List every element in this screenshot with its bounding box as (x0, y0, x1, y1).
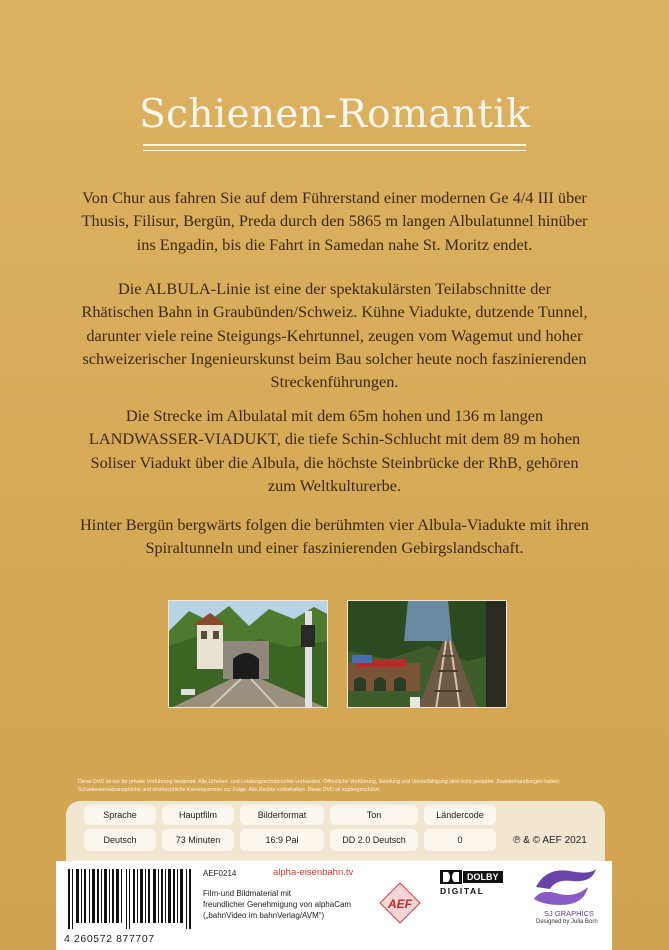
film-credits (203, 888, 373, 921)
header-bilderformat: Bilderformat (240, 805, 324, 825)
dolby-digital-label: DIGITAL (440, 886, 485, 896)
legal-notice: Diese DVD ist nur für private Vorführung bestimmt. Alle Urheber- und Leistungsschutzrechte vorhanden. Öffentliche Vorführung, Sendung und Vervielfältigung sind nicht gestattet. Zuwiderhandlungen haben Schadensersatzansprüche und strafrechtliche Konsequenzen zur Folge. Alle Rechte vorbehalten. Diese DVD ist kopiergeschützt. (78, 779, 560, 793)
sj-graphics-logo-icon (526, 865, 604, 909)
title-underline (143, 144, 526, 146)
aef-logo-icon (378, 881, 422, 925)
description-paragraph-4: Hinter Bergün bergwärts folgen die berühmten vier Albula-Viadukte mit ihren Spiraltunneln und einer faszinierenden Gebirgslandschaft. (80, 515, 589, 558)
credits-line-1: Film-und Bildmaterial mit (203, 889, 292, 898)
header-sprache: Sprache (84, 805, 156, 825)
description-paragraph-3: Die Strecke im Albulatal mit dem 65m hohen und 136 m langen LANDWASSER-VIADUKT, die tiefe Schin-Schlucht mit dem 89 m hohen Soliser Viadukt über die Albula, die höchste Steinbrücke der RhB, gehören zum Weltkulturerbe. (88, 406, 581, 495)
value-laendercode: 0 (424, 829, 496, 851)
viaduct-photo (347, 600, 507, 708)
publisher-footer (56, 861, 612, 950)
aef-logo-text: AEF (388, 897, 412, 911)
description-paragraph-2: Die ALBULA-Linie ist eine der spektakulärsten Teilabschnitte der Rhätischen Bahn in Graubünden/Schweiz. Kühne Viadukte, dutzende Tunnel, darunter viele reine Steigungs-Kehrtunnel, zeugen vom Wagemut und hoher schweizerischer Ingenieurskunst beim Bau solcher heute noch faszinierenden Streckenführungen. (81, 279, 588, 392)
sj-graphics-name: SJ GRAPHICS (544, 909, 595, 918)
credits-line-2: freundlicher Genehmigung von alphaCam (203, 900, 352, 909)
value-bilderformat: 16:9 Pal (240, 829, 324, 851)
value-ton: DD 2.0 Deutsch (330, 829, 418, 851)
barcode-number: 4 260572 877707 (64, 933, 155, 945)
technical-info-table (66, 801, 605, 861)
value-hauptfilm: 73 Minuten (162, 829, 234, 851)
header-laendercode: Ländercode (424, 805, 496, 825)
header-ton: Ton (330, 805, 418, 825)
website-link[interactable]: alpha-eisenbahn.tv (273, 867, 354, 878)
barcode-icon (66, 869, 194, 929)
description-paragraph-1: Von Chur aus fahren Sie auf dem Führerstand einer modernen Ge 4/4 III über Thusis, Filisur, Bergün, Preda durch den 5865 m langen Albulatunnel hinüber ins Engadin, bis die Fahrt in Samedan nahe St. Moritz endet. (81, 188, 588, 254)
credits-line-3: („bahnVideo im bahnVerlag/AVM“) (203, 911, 325, 920)
header-hauptfilm: Hauptfilm (162, 805, 234, 825)
designer-credit: Designed by Julia Born (536, 919, 598, 925)
tunnel-photo (168, 600, 328, 708)
title-underline-thin (143, 150, 526, 151)
copyright-notice: ℗ & © AEF 2021 (513, 834, 587, 846)
value-sprache: Deutsch (84, 829, 156, 851)
dolby-logo-word: DOLBY (463, 871, 503, 883)
page-title: Schienen-Romantik (139, 92, 530, 137)
product-code: AEF0214 (203, 869, 237, 878)
